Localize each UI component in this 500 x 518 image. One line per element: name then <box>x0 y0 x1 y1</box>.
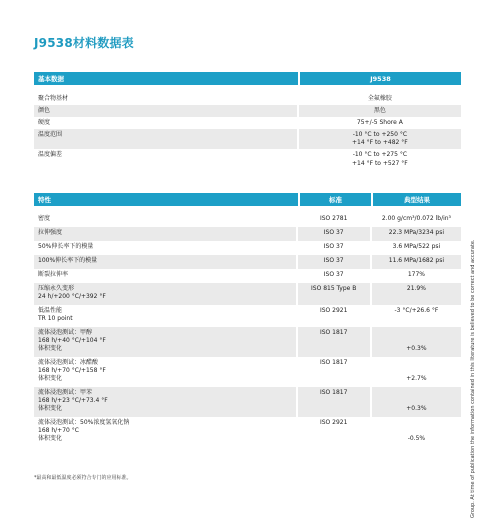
basic-data-label: 硬度 <box>38 119 51 127</box>
property-standard: ISO 2781 <box>319 215 348 222</box>
property-name <box>34 283 296 305</box>
property-standard: ISO 1817 <box>319 329 348 336</box>
property-result-cell <box>372 417 461 447</box>
property-name-line: 压缩永久变形 <box>38 285 75 292</box>
footnote: *最高和最低温度必须符合专门的应用标准。 <box>34 475 132 481</box>
property-name-line: 168 h/+23 °C/+73.4 °F <box>38 397 108 405</box>
property-name-line: TR 10 point <box>38 315 73 323</box>
property-result: 21.9% <box>406 285 426 292</box>
property-name-line: 低温性能 <box>38 307 63 314</box>
basic-data-value-line: 黑色 <box>373 107 386 115</box>
property-result-cell <box>372 241 461 255</box>
basic-data-label: 温度偏差 <box>38 151 63 159</box>
property-name <box>34 327 296 357</box>
property-name-line: 50%伸长率下的模量 <box>38 243 94 250</box>
property-standard: ISO 37 <box>323 257 344 264</box>
property-name <box>34 357 296 387</box>
property-name <box>34 305 296 327</box>
side-disclaimer: Group. At time of publication the information contained in this literature is believed to be correct and accurate. <box>470 239 476 518</box>
properties-table <box>34 213 461 447</box>
basic-header-material: J9538 <box>300 72 461 85</box>
property-standard: ISO 815 Type B <box>310 285 357 292</box>
property-result-cell <box>372 327 461 357</box>
property-row <box>34 387 461 417</box>
property-row <box>34 269 461 283</box>
page-title: J9538材料数据表 <box>34 36 134 50</box>
property-name-line: 密度 <box>38 215 51 222</box>
property-name-line: 168 h/+70 °C/+158 °F <box>38 367 106 375</box>
basic-data-value <box>299 149 461 169</box>
property-row <box>34 255 461 269</box>
basic-data-label: 聚合物基材 <box>38 95 69 102</box>
property-name-line: 流体浸泡测试：50%浓度氢氧化钠 <box>38 419 130 426</box>
property-standard: ISO 37 <box>323 271 344 278</box>
property-name-line: 168 h/+40 °C/+104 °F <box>38 337 106 345</box>
properties-header-standard: 标准 <box>300 193 371 206</box>
property-name <box>34 213 296 227</box>
property-name-line: 体积变化 <box>38 435 63 443</box>
basic-data-value-line: +14 °F to +482 °F <box>352 139 408 147</box>
property-row <box>34 417 461 447</box>
basic-data-value <box>299 117 461 129</box>
property-row <box>34 357 461 387</box>
property-standard: ISO 1817 <box>319 389 348 396</box>
property-result-cell <box>372 269 461 283</box>
property-row <box>34 283 461 305</box>
basic-data-value <box>299 129 461 149</box>
property-name-line: 流体浸泡测试：甲苯 <box>38 389 93 396</box>
property-result-cell <box>372 255 461 269</box>
property-row <box>34 227 461 241</box>
property-name-line: 断裂拉伸率 <box>38 271 69 278</box>
basic-data-header <box>34 72 461 85</box>
property-row <box>34 241 461 255</box>
property-result: 3.6 MPa/522 psi <box>392 243 441 250</box>
property-result-cell <box>372 227 461 241</box>
basic-data-label: 温度范围 <box>38 131 63 139</box>
basic-data-label: 颜色 <box>38 107 51 115</box>
property-name-line: 拉伸强度 <box>38 229 63 236</box>
property-row <box>34 305 461 327</box>
property-name <box>34 241 296 255</box>
property-standard: ISO 37 <box>323 229 344 236</box>
property-name-line: 体积变化 <box>38 345 63 353</box>
property-standard: ISO 2921 <box>319 307 348 314</box>
property-result: 11.6 MPa/1682 psi <box>388 257 445 264</box>
property-result-cell <box>372 387 461 417</box>
property-name-line: 体积变化 <box>38 405 63 413</box>
property-result-cell <box>372 305 461 327</box>
basic-data-row <box>34 149 461 169</box>
basic-header-label: 基本数据 <box>34 72 298 85</box>
property-name-line: 流体浸泡测试：甲醇 <box>38 329 93 336</box>
property-result: -0.5% <box>407 435 426 443</box>
property-result: +0.3% <box>406 405 427 413</box>
property-name <box>34 387 296 417</box>
basic-data-table <box>34 93 461 170</box>
property-result: 2.00 g/cm³/0.072 lb/in³ <box>381 215 451 222</box>
basic-data-row <box>34 105 461 117</box>
property-result: +0.3% <box>406 345 427 353</box>
basic-data-value-line: +14 °F to +527 °F <box>352 159 408 167</box>
property-result-cell <box>372 283 461 305</box>
property-result: 22.3 MPa/3234 psi <box>388 229 445 236</box>
property-name-line: 体积变化 <box>38 375 63 383</box>
properties-header-label: 特性 <box>34 193 298 206</box>
property-result: 177% <box>407 271 425 278</box>
property-name-line: 流体浸泡测试：冰醋酸 <box>38 359 99 366</box>
properties-header <box>34 193 461 206</box>
property-standard: ISO 37 <box>323 243 344 250</box>
property-result: -3 °C/+26.6 °F <box>394 307 439 314</box>
basic-data-row <box>34 117 461 129</box>
property-result-cell <box>372 213 461 227</box>
property-result-cell <box>372 357 461 387</box>
property-result: +2.7% <box>406 375 427 383</box>
basic-data-value <box>299 105 461 117</box>
property-name-line: 100%伸长率下的模量 <box>38 257 98 264</box>
property-name <box>34 417 296 447</box>
property-name <box>34 227 296 241</box>
property-name <box>34 255 296 269</box>
property-name-line: 24 h/+200 °C/+392 °F <box>38 293 106 301</box>
property-standard: ISO 1817 <box>319 359 348 366</box>
properties-header-result: 典型结果 <box>373 193 461 206</box>
basic-data-value-line: -10 °C to +250 °C <box>352 131 408 139</box>
basic-data-value-line: -10 °C to +275 °C <box>352 151 408 159</box>
property-standard: ISO 2921 <box>319 419 348 426</box>
property-name-line: 168 h/+70 °C <box>38 427 79 435</box>
basic-data-value <box>299 93 461 105</box>
basic-data-value-line: 75+/-5 Shore A <box>356 119 403 127</box>
basic-data-row <box>34 129 461 149</box>
property-row <box>34 327 461 357</box>
property-row <box>34 213 461 227</box>
basic-data-row <box>34 93 461 105</box>
property-name <box>34 269 296 283</box>
basic-data-value-line: 全氟橡胶 <box>367 95 392 102</box>
